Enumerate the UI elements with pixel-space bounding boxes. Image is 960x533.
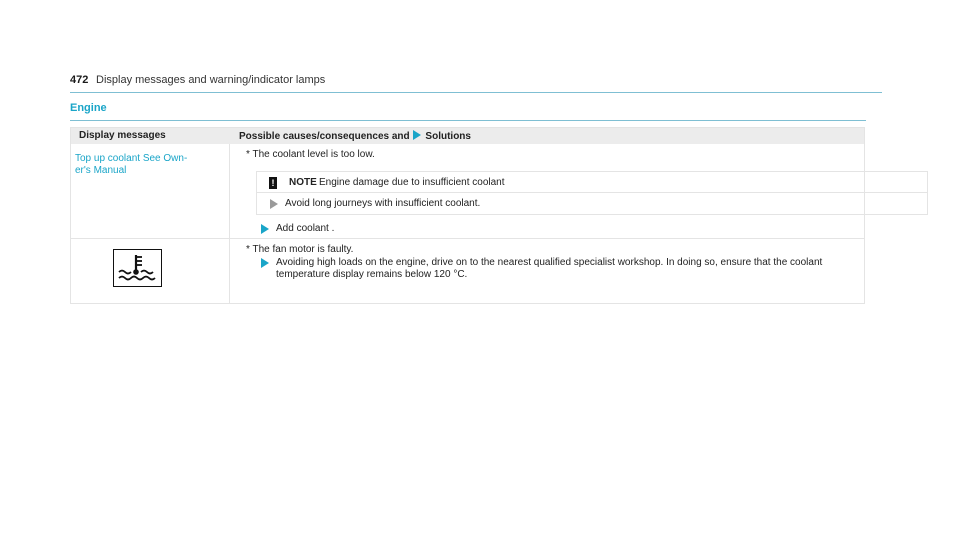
column-header-causes-solutions: Possible causes/consequences and Solutions <box>239 131 471 142</box>
coolant-temperature-icon <box>113 249 162 287</box>
table-header-row <box>71 128 864 144</box>
note-box <box>256 171 928 193</box>
solution-text: Add coolant . <box>276 223 335 234</box>
section-title: Engine <box>70 102 107 114</box>
display-message-text: Top up coolant See Own- er's Manual <box>75 153 188 176</box>
column-divider <box>229 144 230 303</box>
arrow-right-icon <box>261 224 269 234</box>
row-divider <box>71 238 864 239</box>
arrow-right-icon <box>270 199 278 209</box>
cause-text: * The coolant level is too low. <box>246 149 375 160</box>
messages-table <box>70 127 865 304</box>
page-number: 472 <box>70 74 89 86</box>
page-header <box>70 74 882 93</box>
column-header-display-messages: Display messages <box>79 130 166 141</box>
note-text: Engine damage due to insufficient coolant <box>319 177 505 188</box>
note-label: NOTE <box>289 177 317 188</box>
solution-text: Avoiding high loads on the engine, drive on to the nearest qualified specialist workshop. In doing so, ensure that the coolant temperature display remains below 120 °C. <box>276 257 823 280</box>
section-header <box>70 100 866 121</box>
arrow-right-icon <box>413 130 421 140</box>
page-header-title: Display messages and warning/indicator lamps <box>96 74 326 86</box>
exclamation-icon: ! <box>269 177 277 189</box>
arrow-right-icon <box>261 258 269 268</box>
cause-text: * The fan motor is faulty. <box>246 244 354 255</box>
avoid-text: Avoid long journeys with insufficient coolant. <box>285 198 481 209</box>
avoid-box <box>256 192 928 215</box>
